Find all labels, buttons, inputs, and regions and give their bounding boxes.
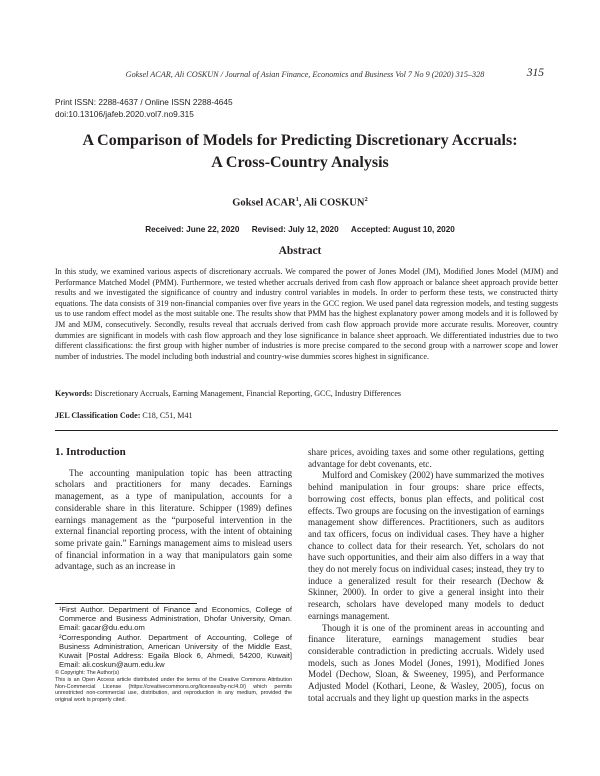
issn-block: [55, 97, 233, 120]
jel-codes: [55, 411, 558, 420]
issn-line: Print ISSN: 2288-4637 / Online ISSN 2288-4645: [55, 97, 233, 107]
paper-title: [40, 130, 560, 174]
paragraph: Though it is one of the prominent areas in accounting and finance literature, earnings management studies bear considerable contradiction in predicting accruals. Widely used models, such as Jones Model (Jones, 1991), Modified Jones Model (Dechow, Sloan, & Sweeney, 1995), and Performance Adjusted Model (Kothari, Leone, & Wasley, 2005), focus on total accruals and they light up question marks in the aspects: [308, 622, 544, 703]
left-column: [55, 447, 292, 573]
title-line-1: A Comparison of Models for Predicting Discretionary Accruals:: [82, 132, 518, 149]
page-number: 315: [526, 67, 544, 79]
received-date: Received: June 22, 2020: [145, 225, 240, 234]
author-2-marker: 2: [364, 196, 368, 203]
section-divider: [55, 430, 558, 431]
accepted-date: Accepted: August 10, 2020: [350, 225, 455, 234]
author-1-marker: 1: [295, 196, 299, 203]
paragraph: Mulford and Comiskey (2002) have summarized the motives behind manipulation in four groups: share price effects, borrowing cost effects, bonus plan effects, and political cost effects. Two groups are focusing on the investigation of earnings management show differences. Practitioners, such as auditors and tax officers, focus on individual cases. They have a higher chance to collect data for their research. Yet, scholars do not have such opportunities, and their aim also differs in a way that they do not merely focus on individual cases; instead, they try to induce a generalized result for their research (Dechow & Skinner, 2000). In order to give a general insight into their research, scholars have developed many models to deduct earnings management.: [308, 470, 544, 621]
running-head: Goksel ACAR, Ali COSKUN / Journal of Asian Finance, Economics and Business Vol 7 No 9 (2020) 315–328: [125, 70, 485, 79]
copyright-line: © Copyright: The Author(s): [55, 670, 120, 676]
copyright-notice: [55, 670, 292, 704]
keywords: [55, 389, 558, 398]
author-1: Goksel ACAR: [232, 197, 296, 209]
keywords-label: Keywords:: [55, 389, 93, 398]
author-separator: ,: [298, 197, 304, 209]
abstract-body: In this study, we examined various aspects of discretionary accruals. We compared the power of Jones Model (JM), Modified Jones Model (MJM) and Performance Matched Model (PMM). Furthermore, we tested whether accruals derived from cash flow approach or balance sheet approach provide better results and we investigated the significance of country and industry control variables in models. In order to perform these tests, we constructed thirty equations. The data consists of 319 non-financial companies over five years in the GCC region. We used panel data regression models, and testing suggests us to use random effect model as the most suitable one. The results show that PMM has the highest explanatory power among models and it is followed by JM and MJM, consecutively. Secondly, results reveal that accruals derived from cash flow approach provide more accurate results. Moreover, country dummies are significant in models with cash flow approach and they lose significance in balance sheet approach. We differentiated industries due to two different classifications: the first group with higher number of industries is more precise compared to the second group with a narrower scope and lower number of industries. The model including both industrial and country-wise dummies scores highest in significance.: [55, 267, 558, 361]
footnote-rule: [55, 603, 197, 604]
abstract-heading: Abstract: [278, 245, 322, 257]
jel-text: C18, C51, M41: [140, 411, 193, 420]
paragraph: The accounting manipulation topic has been attracting scholars and practitioners for many decades. Earnings management, as a type of manipulation, accounts for a considerable share in this literature. Schipper (1989) defines earnings management as the “purposeful intervention in the external financial reporting process, with the intent of obtaining some private gain.” Earnings management aims to mislead users of financial information in a way that manipulators gain some advantage, such as an increase in: [55, 467, 292, 572]
paragraph-continued: share prices, avoiding taxes and some other regulations, getting advantage for debt covenants, etc.: [308, 447, 544, 469]
revised-date: Revised: July 12, 2020: [251, 225, 339, 234]
license-text: This is an Open Access article distributed under the terms of the Creative Commons Attribution Non-Commercial License (https://creativecommons.org/licenses/by-nc/4.0/) which permits unrestricted non-commercial use, distribution, and reproduction in any medium, provided the original work is properly cited.: [55, 676, 292, 704]
title-line-2: A Cross-Country Analysis: [211, 154, 389, 171]
right-column: [308, 447, 544, 704]
footnote-2: ²Corresponding Author. Department of Accounting, College of Business Administration, American University of the Middle East, Kuwait [Postal Address: Egaila Block 6, Ahmedi, 54200, Kuwait] Email: ali.coskun@aum.edu.kw: [59, 632, 292, 670]
author-2: Ali COSKUN: [303, 197, 365, 209]
dates-line: [0, 225, 600, 234]
jel-label: JEL Classification Code:: [55, 411, 141, 420]
doi-line: doi:10.13106/jafeb.2020.vol7.no9.315: [55, 108, 194, 119]
authors: [0, 196, 600, 209]
keywords-text: Discretionary Accruals, Earning Management, Financial Reporting, GCC, Industry Differences: [92, 389, 402, 398]
footnotes: [55, 605, 292, 669]
section-heading-introduction: 1. Introduction: [55, 446, 126, 458]
footnote-1: ¹First Author. Department of Finance and Economics, College of Commerce and Business Administration, Dhofar University, Oman. Email: gacar@du.edu.om: [59, 605, 292, 633]
